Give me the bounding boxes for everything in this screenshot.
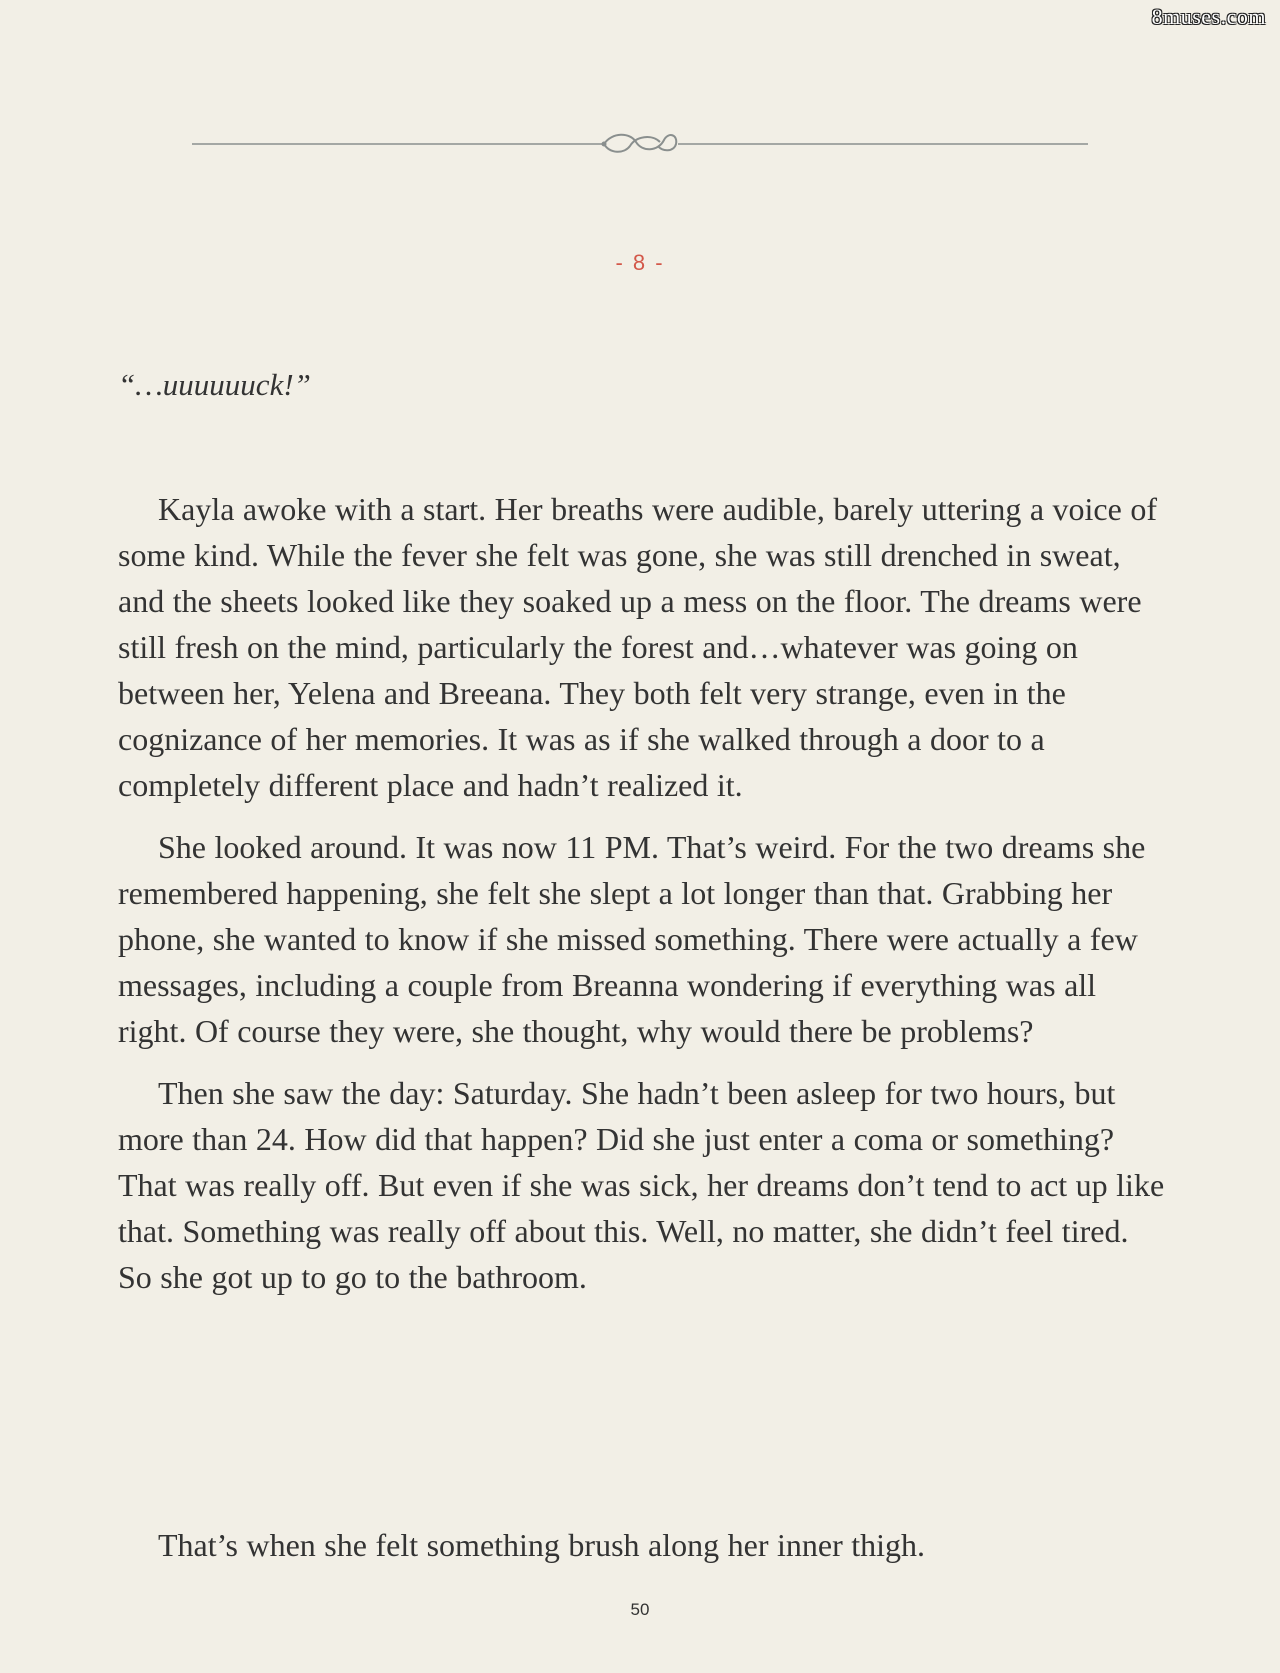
paragraph: That’s when she felt something brush along her inner thigh.	[158, 1527, 926, 1563]
paragraph: Then she saw the day: Saturday. She hadn’t been asleep for two hours, but more than 24. How did that happen? Did she just enter a coma or something? That was really off. But even if she was sick, her dreams don’t tend to act up like that. Something was really off about this. Well, no matter, she didn’t feel tired. So she got up to go to the bathroom.	[118, 1075, 1165, 1295]
body-text	[118, 486, 1168, 1316]
page-number: 50	[630, 1600, 650, 1619]
site-watermark: 8muses.com	[1151, 4, 1266, 29]
paragraph: Kayla awoke with a start. Her breaths were audible, barely uttering a voice of some kind. While the fever she felt was gone, she was still drenched in sweat, and the sheets looked like they soaked up a mess on the floor. The dreams were still fresh on the mind, particularly the forest and…whatever was going on between her, Yelena and Breeana. They both felt very strange, even in the cognizance of her memories. It was as if she walked through a door to a completely different place and hadn’t realized it.	[118, 491, 1157, 803]
closing-line	[118, 1522, 1168, 1584]
paragraph: She looked around. It was now 11 PM. That’s weird. For the two dreams she remembered happening, she felt she slept a lot longer than that. Grabbing her phone, she wanted to know if she missed something. There were actually a few messages, including a couple from Breanna wondering if everything was all right. Of course they were, she thought, why would there be problems?	[118, 829, 1146, 1049]
flourish-divider-icon	[192, 126, 1088, 162]
opening-line: “…uuuuuuck!”	[118, 367, 311, 402]
chapter-number: - 8 -	[615, 250, 665, 275]
